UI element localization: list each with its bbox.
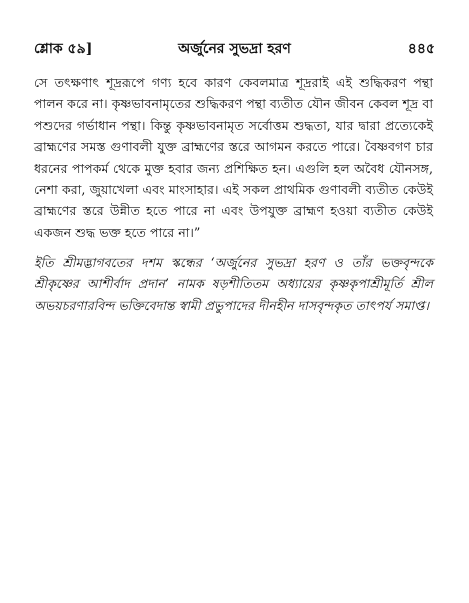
- chapter-colophon: ইতি শ্রীমদ্ভাগবতের দশম স্কন্ধের ‘অর্জুনের সুভদ্রা হরণ ও তাঁর ভক্তবৃন্দকে শ্রীকৃষ্ণের আশীর্বাদ প্রদান’ নামক ষড়শীতিতম অধ্যায়ের কৃষ্ণকৃপাশ্রীমূর্তি শ্রীল অভয়চরণারবিন্দ ভক্তিবেদান্ত স্বামী প্রভুপাদের দীনহীন দাসবৃন্দকৃত তাৎপর্য সমাপ্ত।: [34, 255, 433, 313]
- chapter-title: অর্জুনের সুভদ্রা হরণ: [178, 41, 291, 57]
- running-header: [34, 38, 435, 60]
- purport-paragraph: সে তৎক্ষণাৎ শূদ্ররূপে গণ্য হবে কারণ কেবলমাত্র শূদ্ররাই এই শুদ্ধিকরণ পন্থা পালন করে না। কৃষ্ণভাবনামৃতের শুদ্ধিকরণ পন্থা ব্যতীত যৌন জীবন কেবল শূদ্র বা পশুদের গর্ভাধান পন্থা। কিন্তু কৃষ্ণভাবনামৃত সর্বোত্তম শুদ্ধতা, যার দ্বারা প্রত্যেকেই ব্রাহ্মণের সমস্ত গুণাবলী যুক্ত ব্রাহ্মণের স্তরে আগমন করতে পারে। বৈষ্ণবগণ চার ধরনের পাপকর্ম থেকে মুক্ত হবার জন্য প্রশিক্ষিত হন। এগুলি হল অবৈধ যৌনসঙ্গ, নেশা করা, জুয়াখেলা এবং মাংসাহার। এই সকল প্রাথমিক গুণাবলী ব্যতীত কেউই ব্রাহ্মণের স্তরে উন্নীত হতে পারে না এবং উপযুক্ত ব্রাহ্মণ হওয়া ব্যতীত কেউই একজন শুদ্ধ ভক্ত হতে পারে না।”: [34, 75, 433, 240]
- verse-reference: শ্লোক ৫৯]: [34, 41, 93, 57]
- page-number: ৪৪৫: [407, 41, 435, 57]
